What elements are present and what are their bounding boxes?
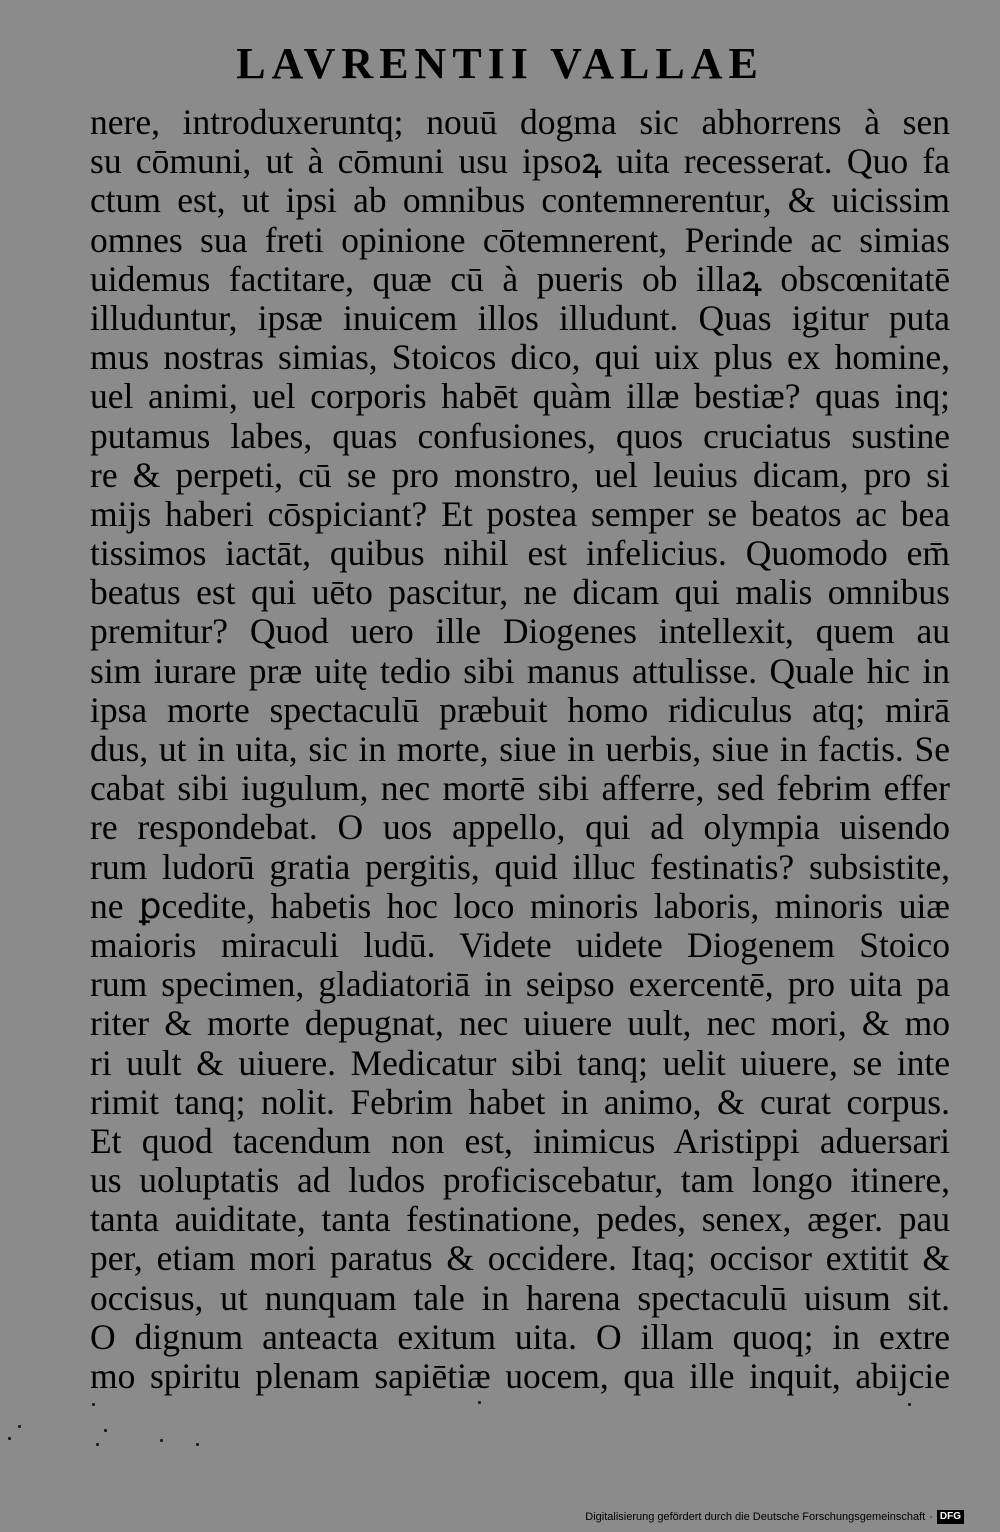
page-specks <box>0 1395 1000 1475</box>
dfg-logo: DFG <box>937 1510 964 1524</box>
text-line: rum ludorū gratia pergitis, quid illuc festinatis? subsistite, <box>90 847 950 887</box>
text-line: su cōmuni, ut à cōmuni usu ipsoꝝ uita recesserat. Quo fa <box>90 142 950 182</box>
text-line: uidemus factitare, quæ cū à pueris ob illaꝝ obscœnitatē <box>90 259 950 299</box>
text-line: per, etiam mori paratus & occidere. Itaq; occisor extitit & <box>90 1239 950 1279</box>
text-line: uel animi, uel corporis habēt quàm illæ bestiæ? quas inq; <box>90 377 950 417</box>
text-line: maioris miraculi ludū. Videte uidete Diogenem Stoico <box>90 925 950 965</box>
text-line: beatus est qui uēto pascitur, ne dicam qui malis omnibus <box>90 573 950 613</box>
text-block <box>90 103 950 1396</box>
text-line: putamus labes, quas confusiones, quos cruciatus sustine <box>90 416 950 456</box>
text-line: re & perpeti, cū se pro monstro, uel leuius dicam, pro si <box>90 455 950 495</box>
text-line: riter & morte depugnat, nec uiuere uult, nec mori, & mo <box>90 1004 950 1044</box>
text-line: Et quod tacendum non est, inimicus Aristippi aduersari <box>90 1121 950 1161</box>
text-line: occisus, ut nunquam tale in harena spectaculū uisum sit. <box>90 1278 950 1318</box>
text-line: nere, introduxeruntq; nouū dogma sic abhorrens à sen <box>90 103 950 142</box>
text-line: rum specimen, gladiatoriā in seipso exercentē, pro uita pa <box>90 965 950 1005</box>
text-line: sim iurare præ uitę tedio sibi manus attulisse. Quale hic in <box>90 651 950 691</box>
footer-credit-text: Digitalisierung gefördert durch die Deutsche Forschungsgemeinschaft <box>585 1511 926 1523</box>
text-line: ri uult & uiuere. Medicatur sibi tanq; uelit uiuere, se inte <box>90 1043 950 1083</box>
text-line: cabat sibi iugulum, nec mortē sibi afferre, sed febrim effer <box>90 769 950 809</box>
text-line: O dignum anteacta exitum uita. O illam quoq; in extre <box>90 1317 950 1357</box>
text-line: ne ꝑcedite, habetis hoc loco minoris laboris, minoris uiæ <box>90 886 950 926</box>
text-line: tissimos iactāt, quibus nihil est infelicius. Quomodo em̄ <box>90 534 950 574</box>
text-line: re respondebat. O uos appello, qui ad olympia uisendo <box>90 808 950 848</box>
separator-dot: · <box>929 1511 933 1523</box>
footer-credit <box>585 1510 964 1524</box>
text-line: omnes sua freti opinione cōtemnerent, Perinde ac simias <box>90 220 950 260</box>
running-head: LAVRENTII VALLAE <box>236 39 764 88</box>
text-line: mijs haberi cōspiciant? Et postea semper se beatos ac bea <box>90 494 950 534</box>
text-line: premitur? Quod uero ille Diogenes intellexit, quem au <box>90 612 950 652</box>
text-line: rimit tanq; nolit. Febrim habet in animo, & curat corpus. <box>90 1082 950 1122</box>
text-line: mus nostras simias, Stoicos dico, qui uix plus ex homine, <box>90 338 950 378</box>
text-line: dus, ut in uita, sic in morte, siue in uerbis, siue in factis. Se <box>90 730 950 769</box>
text-line: ipsa morte spectaculū præbuit homo ridiculus atq; mirā <box>90 690 950 730</box>
text-line: illuduntur, ipsæ inuicem illos illudunt. Quas igitur puta <box>90 298 950 338</box>
text-line: us uoluptatis ad ludos proficiscebatur, tam longo itinere, <box>90 1161 950 1201</box>
text-line: tanta auiditate, tanta festinatione, pedes, senex, æger. pau <box>90 1200 950 1240</box>
text-line: ctum est, ut ipsi ab omnibus contemnerentur, & uicissim <box>90 181 950 221</box>
text-line: mo spiritu plenam sapiētiæ uocem, qua ille inquit, abijcie <box>90 1357 950 1396</box>
